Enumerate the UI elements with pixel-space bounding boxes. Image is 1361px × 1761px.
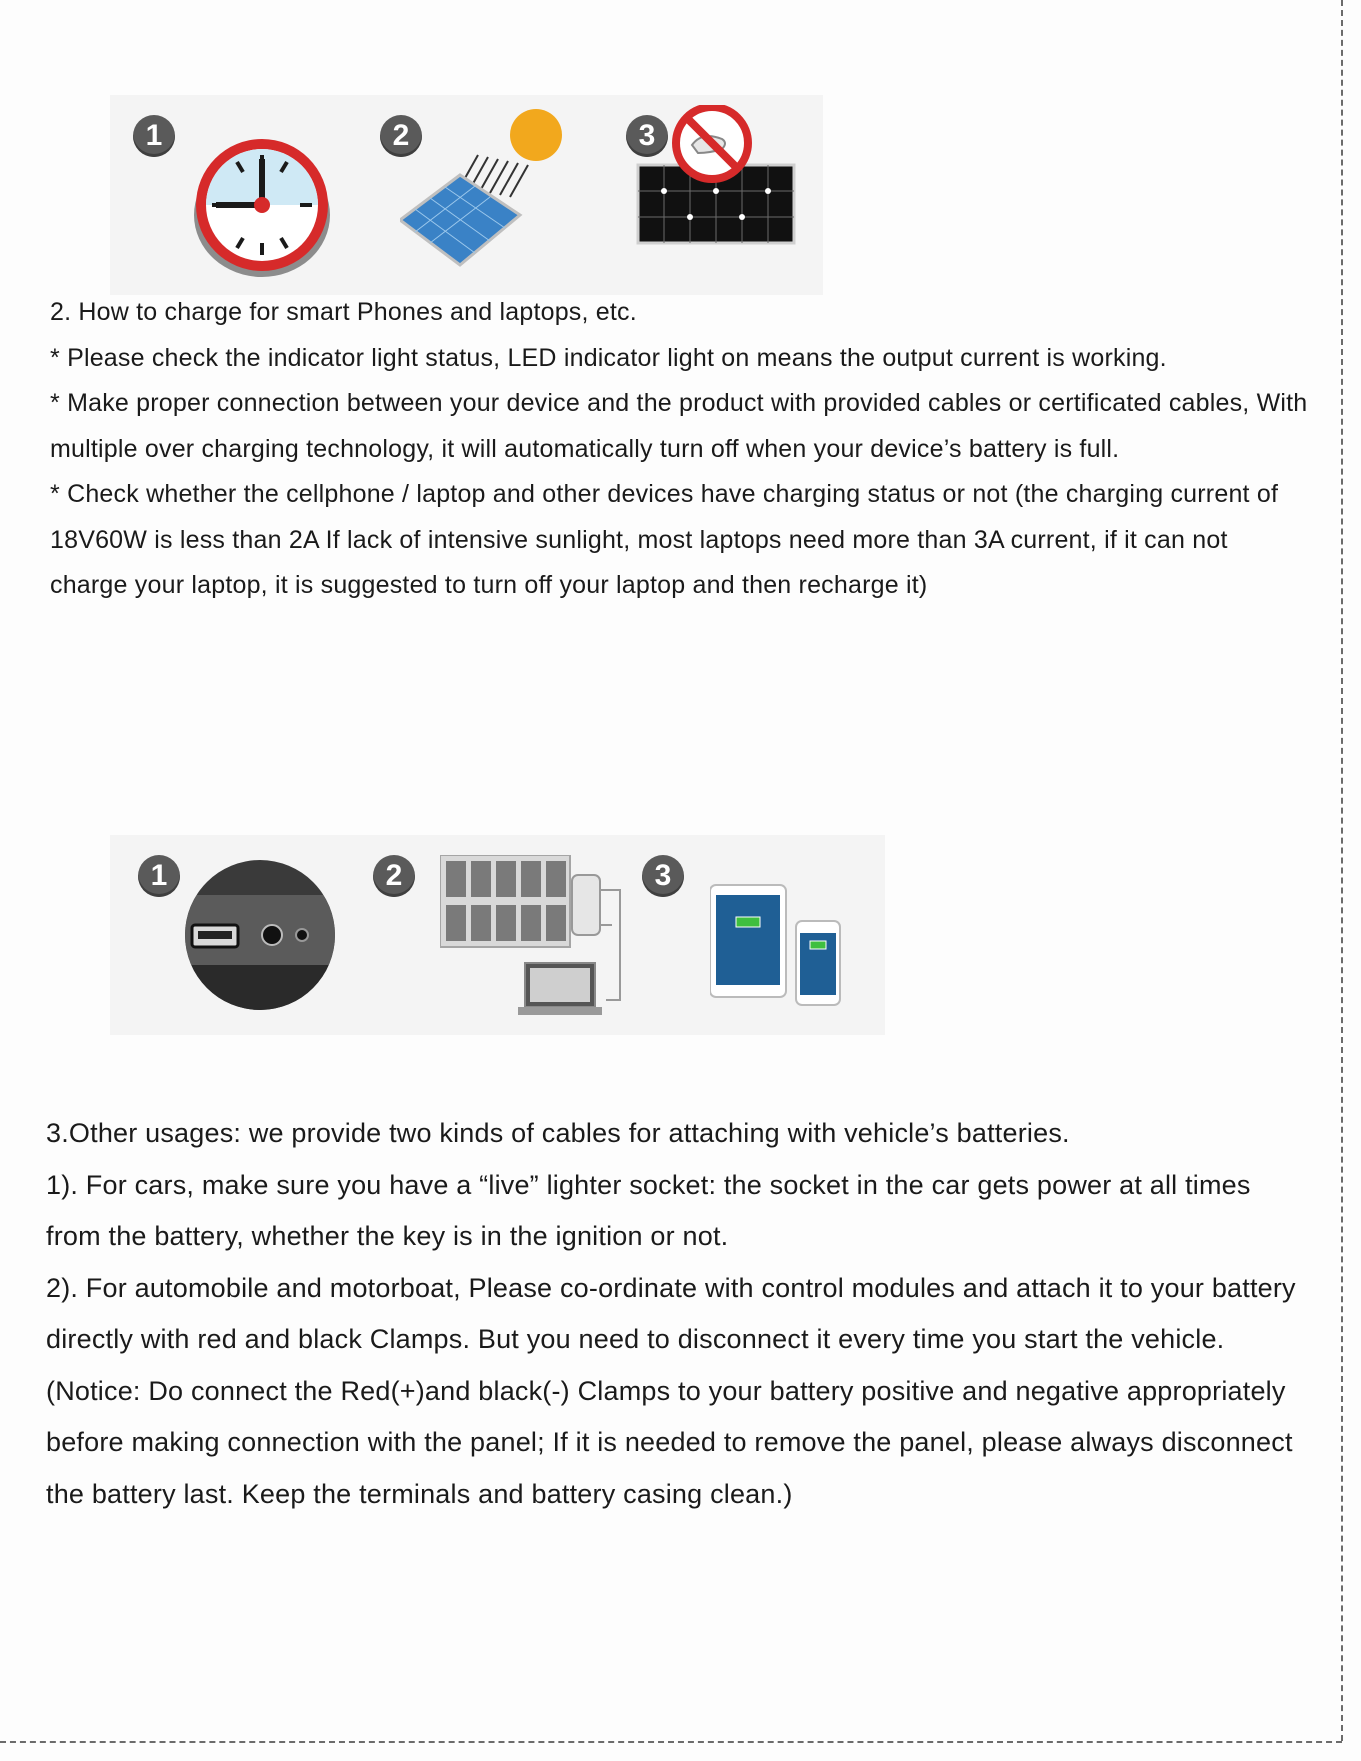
usage-item: 2). For automobile and motorboat, Please co-ordinate with control modules and attach it to your battery directly with red and black Clamps. But you need to disconnect it every time you start the vehicle. <box>46 1272 1296 1354</box>
step-number: 2 <box>373 855 415 897</box>
clock-icon <box>180 125 340 285</box>
usage-item: 1). For cars, make sure you have a “live” lighter socket: the socket in the car gets power at all times from the battery, whether the key is in the ignition or not. <box>46 1169 1251 1251</box>
device-charging-illustration <box>110 835 885 1035</box>
panel-to-laptop-icon <box>440 855 630 1025</box>
section-charging-devices <box>50 290 1310 609</box>
section-other-usages <box>46 1108 1306 1520</box>
solar-panel-sun-icon <box>400 95 580 275</box>
step-number: 1 <box>133 115 175 157</box>
page-border-bottom <box>0 1741 1342 1743</box>
section-heading: 3.Other usages: we provide two kinds of cables for attaching with vehicle’s batteries. <box>46 1118 1070 1148</box>
instruction-bullet: * Check whether the cellphone / laptop and other devices have charging status or not (the charging current of 18V60W is less than 2A If lack of intensive sunlight, most laptops need more than 3A current, if it can not charge your laptop, it is suggested to turn off your laptop and then recharge it) <box>50 480 1279 599</box>
section-heading: 2. How to charge for smart Phones and laptops, etc. <box>50 298 637 326</box>
usb-port-icon <box>180 855 340 1015</box>
notice-text: (Notice: Do connect the Red(+)and black(-) Clamps to your battery positive and negative appropriately before making connection with the panel; If it is needed to remove the panel, please always disconnect the battery last. Keep the terminals and battery casing clean.) <box>46 1375 1293 1509</box>
instruction-bullet: * Make proper connection between your device and the product with provided cables or certificated cables, With multiple over charging technology, it will automatically turn off when your device’s battery is full. <box>50 389 1308 463</box>
charging-steps-illustration <box>110 95 823 295</box>
step-number: 3 <box>642 855 684 897</box>
no-touch-panel-icon <box>630 105 800 265</box>
step-number: 3 <box>626 115 668 157</box>
page-border-right <box>1341 0 1343 1741</box>
instruction-bullet: * Please check the indicator light status, LED indicator light on means the output current is working. <box>50 343 1167 372</box>
step-number: 1 <box>138 855 180 897</box>
step-number: 2 <box>380 115 422 157</box>
charging-devices-icon <box>710 875 870 1025</box>
